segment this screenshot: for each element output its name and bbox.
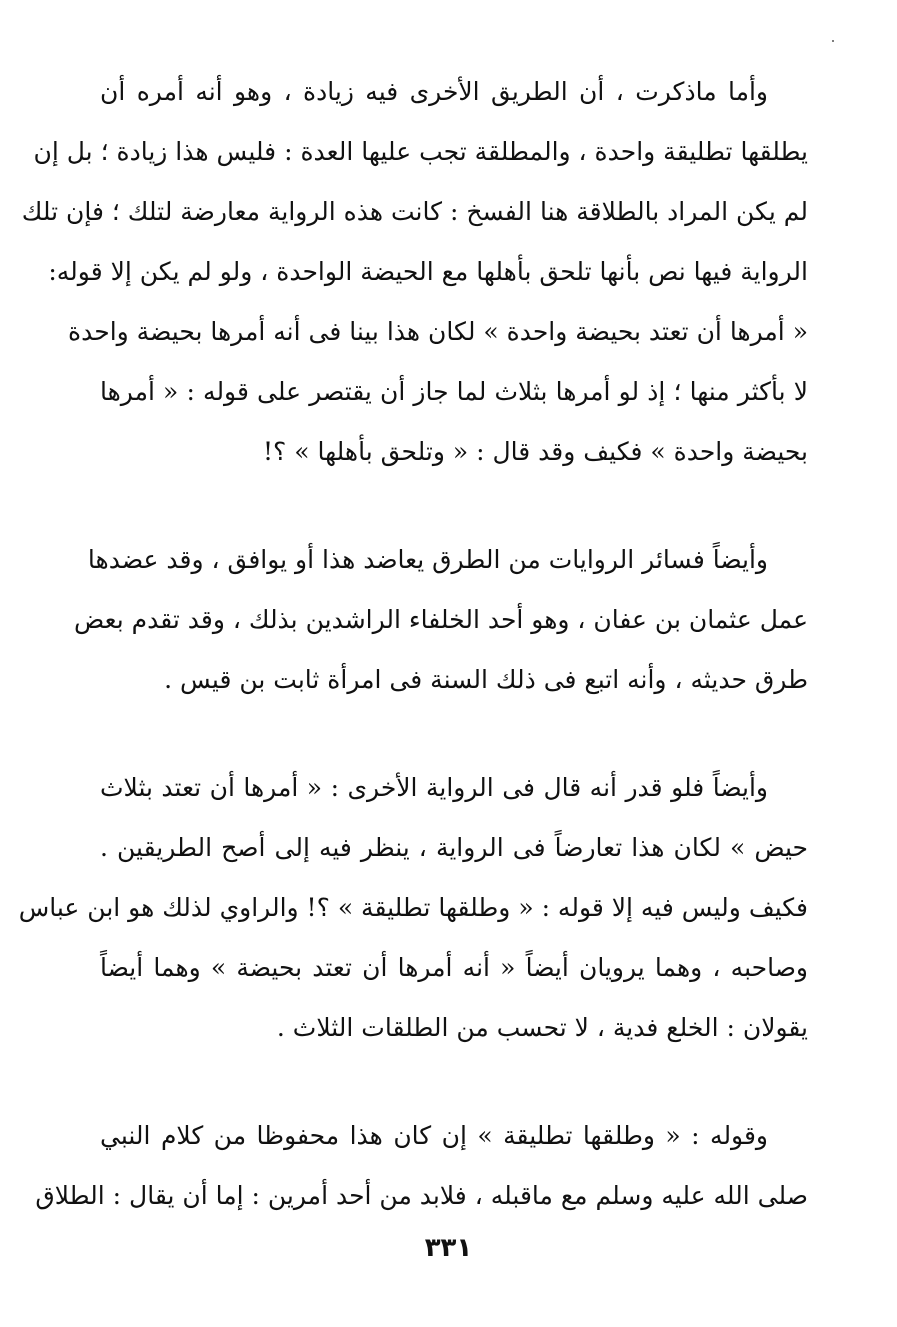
text-line: حيض » لكان هذا تعارضاً فى الرواية ، ينظر فيه إلى أصح الطريقين . — [100, 833, 808, 862]
page-body — [18, 62, 808, 1226]
paragraph-2 — [74, 530, 808, 710]
paragraph-3 — [18, 758, 808, 1058]
text-line: وأيضاً فسائر الروايات من الطرق يعاضد هذا أو يوافق ، وقد عضدها — [87, 545, 768, 574]
text-line: « أمرها أن تعتد بحيضة واحدة » لكان هذا بينا فى أنه أمرها بحيضة واحدة — [68, 317, 808, 346]
text-line: وأما ماذكرت ، أن الطريق الأخرى فيه زيادة ، وهو أنه أمره أن — [100, 77, 768, 106]
paragraph-gap — [100, 710, 808, 758]
text-line: الرواية فيها نص بأنها تلحق بأهلها مع الحيضة الواحدة ، ولو لم يكن إلا قوله: — [48, 257, 808, 286]
text-line: فكيف وليس فيه إلا قوله : « وطلقها تطليقة » ؟! والراوي لذلك هو ابن عباس — [18, 893, 808, 922]
paragraph-gap — [100, 482, 808, 530]
scan-mark — [832, 40, 834, 42]
text-line: وأيضاً فلو قدر أنه قال فى الرواية الأخرى : « أمرها أن تعتد بثلاث — [100, 773, 768, 802]
text-line: عمل عثمان بن عفان ، وهو أحد الخلفاء الراشدين بذلك ، وقد تقدم بعض — [74, 605, 808, 634]
page-number: ٣٣١ — [424, 1233, 473, 1263]
text-line: لا بأكثر منها ؛ إذ لو أمرها بثلاث لما جاز أن يقتصر على قوله : « أمرها — [100, 377, 808, 406]
text-line: وصاحبه ، وهما يرويان أيضاً « أنه أمرها أن تعتد بحيضة » وهما أيضاً — [100, 953, 808, 982]
text-line: طرق حديثه ، وأنه اتبع فى ذلك السنة فى امرأة ثابت بن قيس . — [164, 665, 808, 694]
paragraph-gap — [100, 1058, 808, 1106]
paragraph-1 — [21, 62, 808, 482]
text-line: وقوله : « وطلقها تطليقة » إن كان هذا محفوظا من كلام النبي — [100, 1121, 768, 1150]
text-line: بحيضة واحدة » فكيف وقد قال : « وتلحق بأهلها » ؟! — [263, 437, 808, 466]
text-line: يطلقها تطليقة واحدة ، والمطلقة تجب عليها العدة : فليس هذا زيادة ؛ بل إن — [33, 137, 808, 166]
text-line: يقولان : الخلع فدية ، لا تحسب من الطلقات الثلاث . — [276, 1013, 808, 1042]
paragraph-4 — [35, 1106, 808, 1226]
text-line: صلى الله عليه وسلم مع ماقبله ، فلابد من أحد أمرين : إما أن يقال : الطلاق — [35, 1181, 808, 1210]
text-line: لم يكن المراد بالطلاقة هنا الفسخ : كانت هذه الرواية معارضة لتلك ؛ فإن تلك — [21, 197, 808, 226]
